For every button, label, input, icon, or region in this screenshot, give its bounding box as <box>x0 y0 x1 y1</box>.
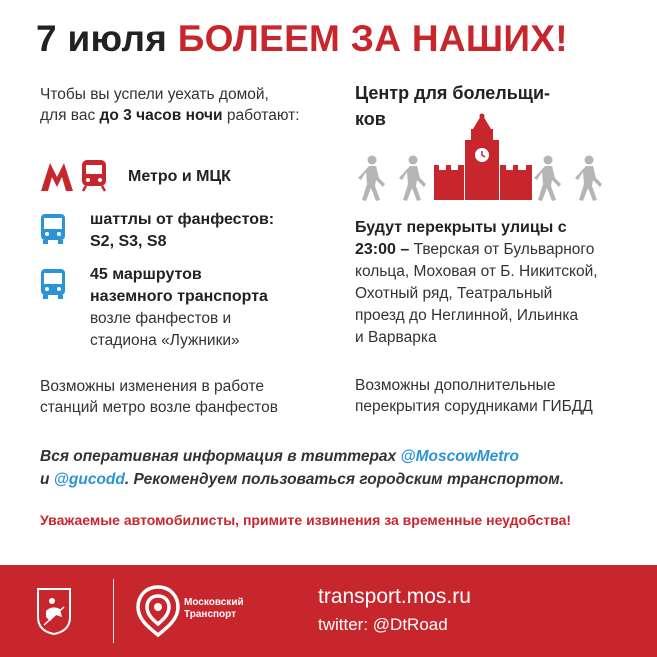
pedestrian-icon <box>399 156 426 202</box>
shuttles-line-1: шаттлы от фанфестов: <box>90 211 275 228</box>
footer <box>0 565 657 657</box>
routes-line-3: возле фанфестов и <box>90 310 232 327</box>
closures-line-4: Охотный ряд, Театральный <box>355 285 553 302</box>
twitter-note-pre: Вся оперативная информация в твиттерах <box>40 448 401 465</box>
extra-line-2: перекрытия сорудниками ГИБДД <box>355 398 593 415</box>
moscowmetro-link[interactable]: @MoscowMetro <box>400 448 519 465</box>
title-date: 7 июля <box>36 18 168 59</box>
intro-line-2 <box>40 105 325 126</box>
road-closures <box>355 217 645 349</box>
apology-text: Уважаемые автомобилисты, примите извинения за временные неудобства! <box>40 512 572 528</box>
intro-line-2-pre: для вас <box>40 107 100 124</box>
metro-changes-note <box>40 376 330 418</box>
intro-line-2-post: работают: <box>222 107 300 124</box>
brand-line-2: Транспорт <box>184 609 237 620</box>
footer-divider <box>113 579 114 643</box>
bus-icon <box>40 268 66 300</box>
footer-twitter <box>318 615 448 635</box>
closures-time: 23:00 – <box>355 241 410 258</box>
twitter-label: twitter: <box>318 615 373 634</box>
closures-line-2: Тверская от Бульварного <box>409 241 595 258</box>
metro-label: Метро и МЦК <box>128 168 231 185</box>
page-title <box>36 18 636 60</box>
routes-line-4: стадиона «Лужники» <box>90 332 240 349</box>
intro-line-1: Чтобы вы успели уехать домой, <box>40 86 269 103</box>
routes-text <box>90 264 330 352</box>
mcc-train-icon <box>80 158 108 192</box>
gucodd-link[interactable]: @gucodd <box>53 471 125 488</box>
shuttles-text <box>90 209 330 253</box>
extra-closures-note <box>355 375 645 417</box>
moscow-coat-of-arms-icon <box>36 587 72 635</box>
moscow-transport-logo-icon <box>133 583 183 639</box>
shuttles-line-2: S2, S3, S8 <box>90 233 167 250</box>
closures-line-5: проезд до Неглинной, Ильинка <box>355 307 579 324</box>
twitter-note-post: . Рекомендуем пользоваться городским транспортом. <box>124 471 565 488</box>
kremlin-pedestrians-illustration <box>352 110 612 205</box>
intro-text <box>40 84 325 126</box>
pedestrian-icon <box>575 156 602 202</box>
twitter-note <box>40 445 640 491</box>
pedestrian-icon <box>358 156 385 202</box>
dtroad-link[interactable]: @DtRoad <box>372 615 448 634</box>
fan-center-title-1: Центр для болельщи- <box>355 83 551 103</box>
changes-line-1: Возможны изменения в работе <box>40 378 264 395</box>
changes-line-2: станций метро возле фанфестов <box>40 399 279 416</box>
fan-center-title-2: ков <box>355 109 386 129</box>
routes-line-1: 45 маршрутов <box>90 266 202 283</box>
closures-line-6: и Варварка <box>355 329 437 346</box>
metro-m-icon <box>40 162 74 192</box>
closures-line-3: кольца, Моховая от Б. Никитской, <box>355 263 598 280</box>
intro-line-2-bold: до 3 часов ночи <box>99 107 223 124</box>
closures-line-1: Будут перекрыты улицы с <box>355 219 567 236</box>
moscow-transport-brand <box>184 597 274 621</box>
pedestrian-icon <box>534 156 561 202</box>
bus-icon <box>40 213 66 245</box>
extra-line-1: Возможны дополнительные <box>355 377 556 394</box>
brand-line-1: Московский <box>184 597 244 608</box>
twitter-note-mid: и <box>40 471 54 488</box>
metro-row <box>40 158 330 194</box>
routes-line-2: наземного транспорта <box>90 288 268 305</box>
title-headline: БОЛЕЕМ ЗА НАШИХ! <box>177 18 568 59</box>
site-link[interactable]: transport.mos.ru <box>318 585 471 608</box>
